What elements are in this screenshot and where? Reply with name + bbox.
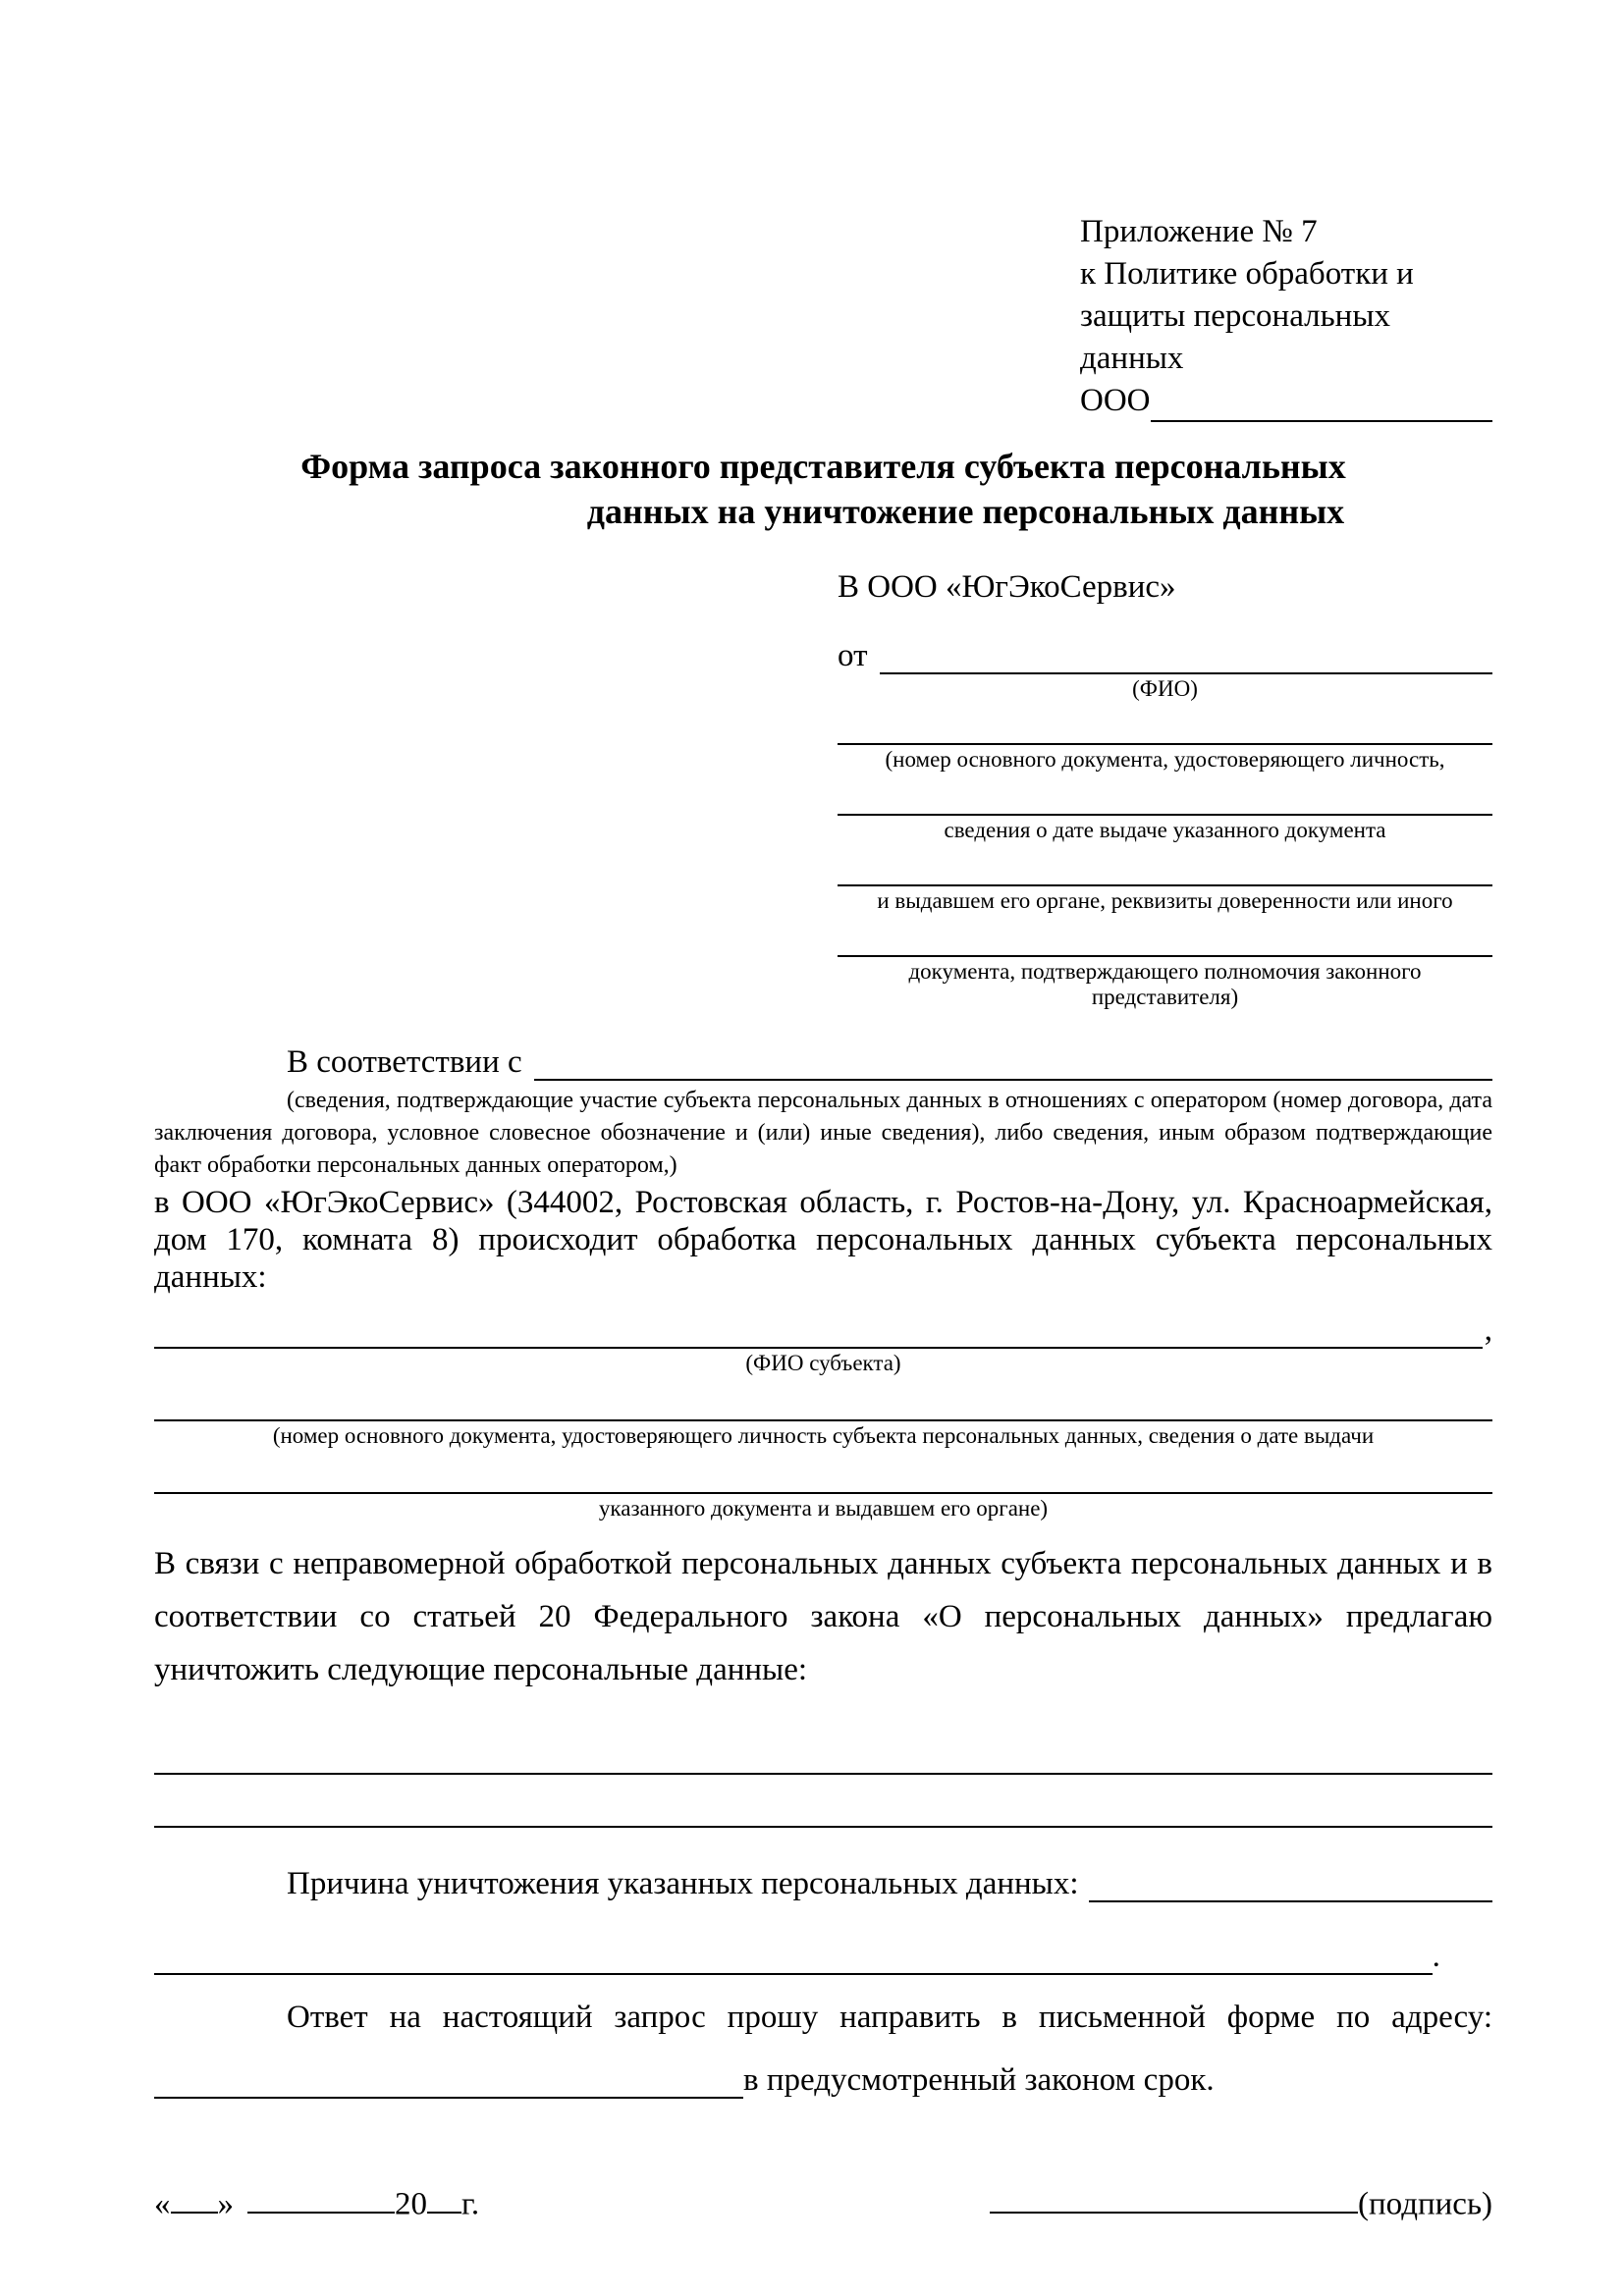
month-blank[interactable] [247,2181,395,2214]
accordance-row [154,1036,1492,1081]
year-blank[interactable] [427,2181,461,2214]
appendix-line-1: Приложение № 7 [1080,214,1318,249]
subject-fio-blank[interactable] [154,1347,1483,1349]
data-to-destroy-blank-2[interactable] [154,1775,1492,1828]
signature-caption: (подпись) [1358,2186,1492,2222]
from-label: от [838,638,868,673]
from-row [838,629,1492,674]
caption-doc-authority: и выдавшем его органе, реквизиты доверенности или иного [877,888,1453,913]
document-title [154,444,1492,534]
appendix-line-2: к Политике обработки и [1080,256,1414,292]
footer-row [154,2181,1492,2222]
date-quote-open: « [154,2186,171,2222]
representative-doc-blank-3[interactable] [838,843,1492,886]
appendix-line-3: защиты персональных данных [1080,298,1390,376]
date-quote-close: » [217,2186,234,2222]
title-line-2: данных на уничтожение персональных данных [586,492,1345,531]
ooo-label: ООО [1080,383,1151,418]
reason-row [154,1857,1492,1902]
reply-address-blank[interactable] [154,2097,743,2099]
caption-doc-issue-date: сведения о дате выдаче указанного документа [944,818,1386,842]
title-line-1: Форма запроса законного представителя субъекта персональных [300,447,1346,486]
appendix-ooo-row [1080,380,1492,422]
representative-doc-blank-1[interactable] [838,702,1492,745]
signature-field [990,2181,1492,2222]
addressee-to: В ООО «ЮгЭкоСервис» [838,569,1176,605]
representative-name-blank[interactable] [880,672,1493,674]
subject-doc-blank-2[interactable] [154,1449,1492,1494]
year-prefix: 20 [395,2186,427,2222]
subject-fio-row [154,1308,1492,1349]
appendix-block [1080,211,1492,422]
date-field [154,2181,479,2222]
accordance-caption: (сведения, подтверждающие участие субъекта персональных данных в отношениях с оператором (номер договора, дата заключения договора, условное словесное обозначение и (или) иные сведения), либо сведения, иным образом подтверждающие факт обработки персональных данных оператором,) [154,1088,1492,1178]
reply-address-row [154,2054,1492,2099]
data-to-destroy-blank-1[interactable] [154,1720,1492,1775]
reason-label: Причина уничтожения указанных персональных данных: [287,1866,1079,1901]
reason-continuation-row [154,1930,1492,1975]
subject-doc-blank-1[interactable] [154,1376,1492,1421]
caption-subject-doc-2: указанного документа и выдавшем его органе) [598,1496,1049,1521]
reply-paragraph: Ответ на настоящий запрос прошу направить в письменной форме по адресу: [287,2000,1492,2035]
representative-doc-blank-4[interactable] [838,914,1492,957]
reason-blank-2[interactable] [154,1973,1433,1975]
operator-paragraph: в ООО «ЮгЭкоСервис» (344002, Ростовская область, г. Ростов-на-Дону, ул. Красноармейская, дом 170, комната 8) происходит обработка персональных данных субъекта персональных данных: [154,1185,1492,1295]
year-suffix: г. [461,2186,480,2222]
representative-doc-blank-2[interactable] [838,773,1492,816]
addressee-block [838,569,1492,1010]
accordance-blank[interactable] [534,1079,1492,1081]
day-blank[interactable] [171,2181,218,2214]
reason-blank-1[interactable] [1089,1900,1492,1902]
reply-suffix: в предусмотренный законом срок. [743,2062,1215,2098]
caption-doc-number: (номер основного документа, удостоверяющего личность, [885,747,1445,772]
accordance-label: В соответствии с [287,1044,522,1080]
caption-fio: (ФИО) [1132,676,1198,701]
signature-blank[interactable] [990,2181,1358,2214]
ooo-name-blank[interactable] [1151,420,1493,422]
caption-subject-doc-1: (номер основного документа, удостоверяющего личность субъекта персональных данных, сведения о дате выдачи [272,1423,1375,1448]
caption-subject-fio: (ФИО субъекта) [745,1351,901,1375]
subject-comma: , [1484,1312,1492,1348]
reason-period: . [1432,1939,1440,1974]
caption-doc-powers: документа, подтверждающего полномочия законного представителя) [908,959,1422,1009]
destruction-request-paragraph: В связи с неправомерной обработкой персональных данных субъекта персональных данных и в соответствии со статьей 20 Федерального закона «О персональных данных» предлагаю уничтожить следующие персональные данные: [154,1546,1492,1687]
